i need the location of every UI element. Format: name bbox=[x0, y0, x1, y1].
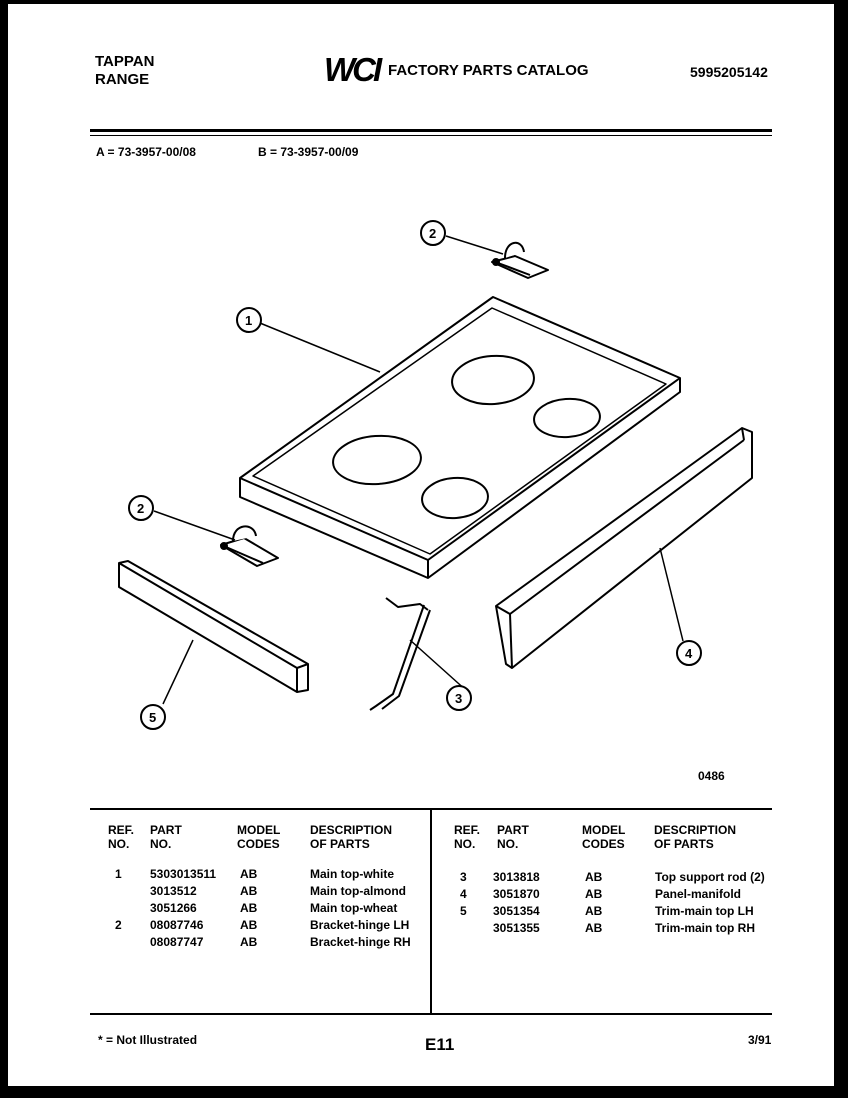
row-model-code: AB bbox=[585, 921, 603, 935]
row-part-no: 3051354 bbox=[493, 904, 540, 918]
not-illustrated-note: * = Not Illustrated bbox=[98, 1033, 198, 1047]
row-model-code: AB bbox=[585, 870, 603, 884]
table-divider bbox=[430, 809, 432, 1014]
row-part-no: 3051355 bbox=[493, 921, 540, 935]
callout-5 bbox=[141, 705, 165, 729]
callout-3 bbox=[447, 686, 471, 710]
support-rod bbox=[370, 598, 430, 710]
header-part: PART NO. bbox=[497, 823, 529, 851]
callout-1 bbox=[237, 308, 261, 332]
row-model-code: AB bbox=[240, 901, 258, 915]
header-desc: DESCRIPTION OF PARTS bbox=[654, 823, 737, 851]
header-ref: REF. NO. bbox=[108, 823, 135, 851]
row-description: Main top-white bbox=[310, 867, 394, 881]
page-number: E11 bbox=[425, 1035, 455, 1054]
catalog-number: 5995205142 bbox=[690, 64, 768, 80]
row-part-no: 08087746 bbox=[150, 918, 204, 932]
catalog-title: FACTORY PARTS CATALOG bbox=[388, 62, 589, 79]
row-ref: 2 bbox=[115, 918, 122, 932]
callout-4 bbox=[677, 641, 701, 665]
row-model-code: AB bbox=[585, 887, 603, 901]
row-part-no: 3051266 bbox=[150, 901, 197, 915]
row-description: Trim-main top LH bbox=[655, 904, 754, 918]
header-desc: DESCRIPTION OF PARTS bbox=[310, 823, 393, 851]
product-type: RANGE bbox=[95, 71, 150, 88]
logo-text: WCI bbox=[324, 52, 380, 86]
row-part-no: 5303013511 bbox=[150, 867, 217, 881]
revision-date: 3/91 bbox=[748, 1033, 772, 1047]
row-description: Top support rod (2) bbox=[655, 870, 765, 884]
row-ref: 5 bbox=[460, 904, 467, 918]
hinge-bracket-left bbox=[221, 526, 278, 566]
trim-strip bbox=[119, 561, 308, 692]
row-part-no: 3051870 bbox=[493, 887, 540, 901]
table-bottom-rule bbox=[90, 1013, 772, 1015]
hinge-bracket-top bbox=[492, 243, 548, 278]
row-ref: 1 bbox=[115, 867, 122, 881]
row-model-code: AB bbox=[240, 935, 258, 949]
brand-name: TAPPAN bbox=[95, 53, 155, 70]
row-description: Bracket-hinge LH bbox=[310, 918, 410, 932]
model-a: A = 73-3957-00/08 bbox=[96, 145, 196, 159]
header-part: PART NO. bbox=[150, 823, 182, 851]
row-part-no: 08087747 bbox=[150, 935, 204, 949]
header-ref: REF. NO. bbox=[454, 823, 481, 851]
model-b: B = 73-3957-00/09 bbox=[258, 145, 359, 159]
row-model-code: AB bbox=[240, 867, 258, 881]
drawing-code: 0486 bbox=[698, 769, 725, 783]
row-description: Main top-almond bbox=[310, 884, 406, 898]
svg-text:5: 5 bbox=[149, 710, 157, 725]
row-model-code: AB bbox=[240, 918, 258, 932]
row-model-code: AB bbox=[240, 884, 258, 898]
row-description: Bracket-hinge RH bbox=[310, 935, 411, 949]
svg-text:3: 3 bbox=[455, 691, 463, 706]
row-model-code: AB bbox=[585, 904, 603, 918]
svg-text:1: 1 bbox=[245, 313, 253, 328]
callout-2-top bbox=[421, 221, 445, 245]
row-ref: 4 bbox=[460, 887, 467, 901]
row-description: Panel-manifold bbox=[655, 887, 742, 901]
svg-text:2: 2 bbox=[429, 226, 437, 241]
row-part-no: 3013512 bbox=[150, 884, 197, 898]
svg-text:4: 4 bbox=[685, 646, 693, 661]
header-model: MODEL CODES bbox=[582, 823, 626, 851]
svg-text:2: 2 bbox=[137, 501, 145, 516]
row-description: Main top-wheat bbox=[310, 901, 398, 915]
row-ref: 3 bbox=[460, 870, 467, 884]
row-description: Trim-main top RH bbox=[655, 921, 756, 935]
row-part-no: 3013818 bbox=[493, 870, 540, 884]
header-model: MODEL CODES bbox=[237, 823, 281, 851]
callout-2-left bbox=[129, 496, 153, 520]
